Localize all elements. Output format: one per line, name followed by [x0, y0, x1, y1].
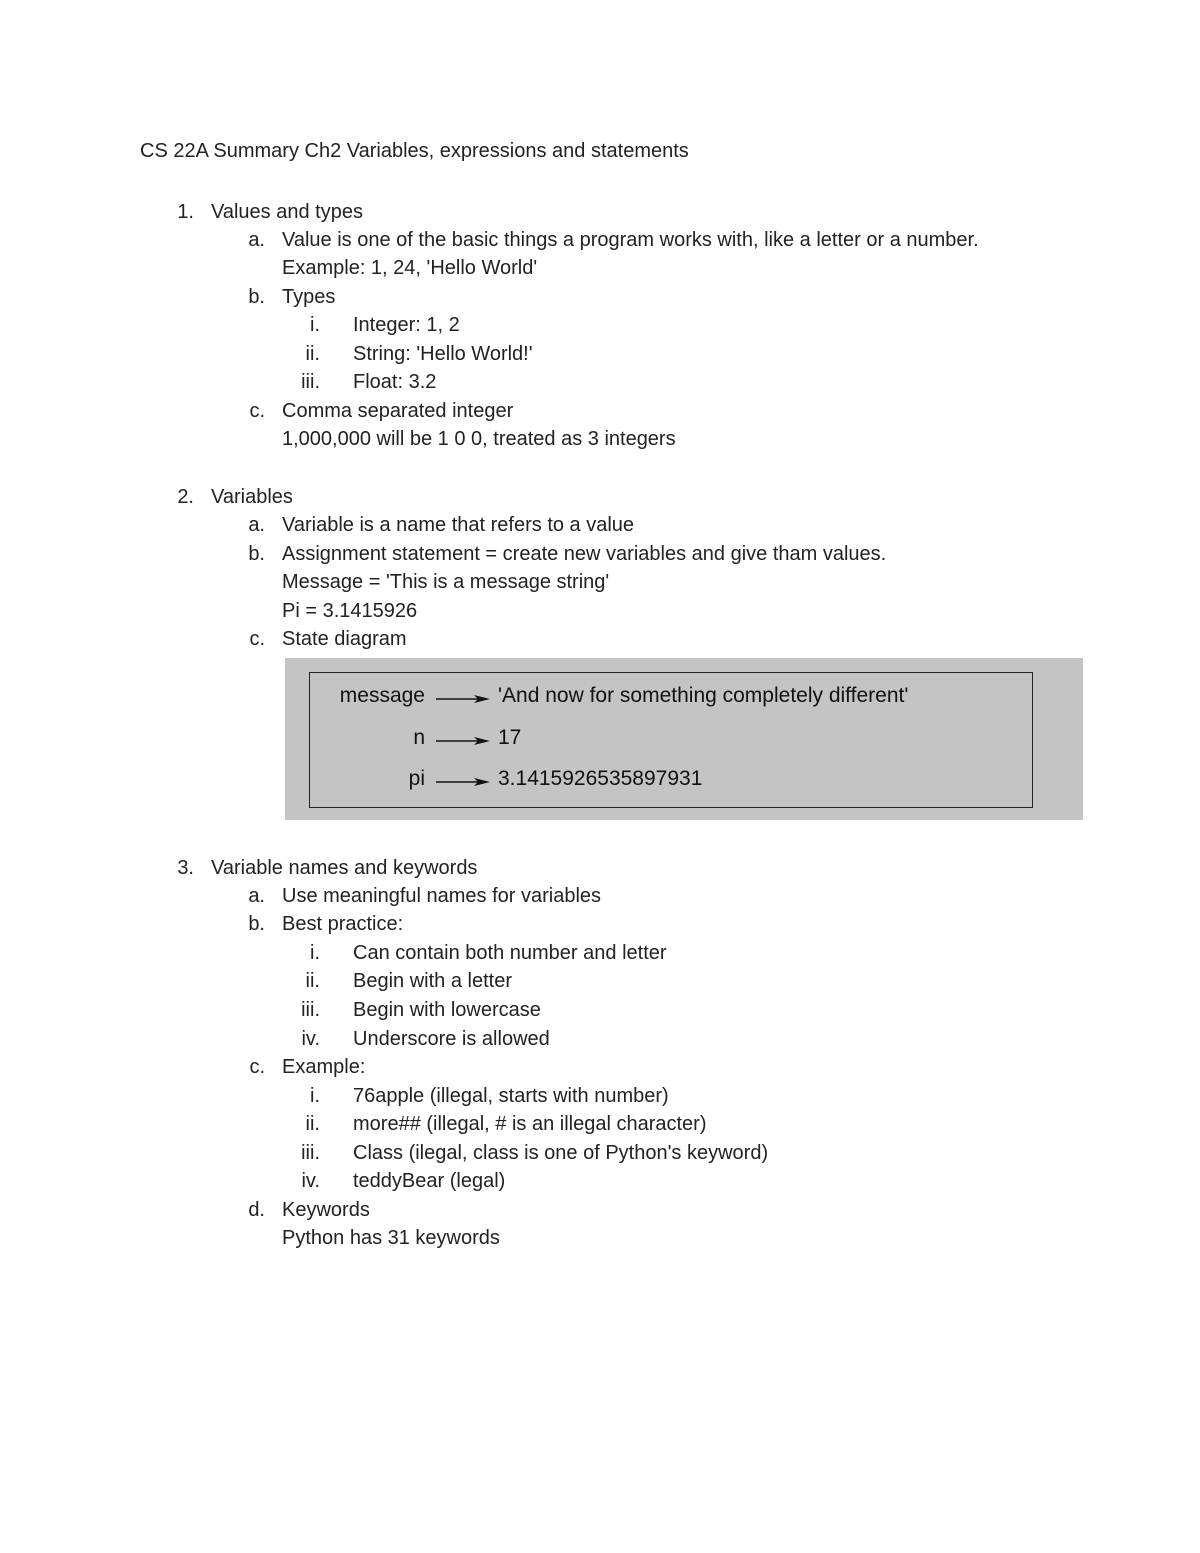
item-3d-marker: d.: [248, 1199, 265, 1221]
section-2-heading: Variables: [211, 486, 293, 508]
item-1c-text: Comma separated integer: [282, 400, 514, 422]
item-3a-marker: a.: [248, 885, 265, 907]
item-2b-line-2: Message = 'This is a message string': [282, 571, 610, 593]
item-3b-iii-marker: iii.: [301, 999, 320, 1021]
item-2a-marker: a.: [248, 514, 265, 536]
item-3a-text: Use meaningful names for variables: [282, 885, 602, 907]
variable-value: 17: [498, 726, 522, 749]
state-diagram: [285, 658, 1083, 820]
item-3c-i-marker: i.: [310, 1085, 320, 1107]
item-3c-ii-marker: ii.: [305, 1113, 320, 1135]
item-3c-iii-text: Class (ilegal, class is one of Python's keyword): [353, 1142, 769, 1164]
item-3d-text: Keywords: [282, 1199, 370, 1221]
item-1b-marker: b.: [248, 286, 265, 308]
item-1c-marker: c.: [249, 400, 265, 422]
arrow-icon: [436, 737, 490, 745]
item-3b-ii-text: Begin with a letter: [353, 970, 512, 992]
item-3c-i-text: 76apple (illegal, starts with number): [353, 1085, 669, 1107]
item-3b-iv-marker: iv.: [301, 1028, 320, 1050]
item-2c-marker: c.: [249, 628, 265, 650]
item-1a-marker: a.: [248, 229, 265, 251]
state-diagram-row: [310, 684, 1032, 712]
item-1c-detail: 1,000,000 will be 1 0 0, treated as 3 integers: [282, 428, 676, 450]
state-diagram-row: [310, 726, 1032, 754]
item-1a-text: Value is one of the basic things a program works with, like a letter or a number.: [282, 229, 979, 251]
state-diagram-frame: [309, 672, 1033, 808]
arrow-icon: [436, 695, 490, 703]
section-1-heading: Values and types: [211, 201, 363, 223]
item-3b-i-text: Can contain both number and letter: [353, 942, 667, 964]
item-2b-marker: b.: [248, 543, 265, 565]
page-title: CS 22A Summary Ch2 Variables, expressions and statements: [140, 140, 689, 162]
item-1b-iii-text: Float: 3.2: [353, 371, 437, 393]
section-1-marker: 1.: [177, 201, 194, 223]
item-3b-iv-text: Underscore is allowed: [353, 1028, 550, 1050]
item-1b-i-marker: i.: [310, 314, 320, 336]
item-2b-line-3: Pi = 3.1415926: [282, 600, 418, 622]
item-2a-text: Variable is a name that refers to a value: [282, 514, 635, 536]
section-3-marker: 3.: [177, 857, 194, 879]
arrow-icon: [436, 778, 490, 786]
variable-value: 3.141592653589793​1: [498, 767, 703, 790]
item-3b-ii-marker: ii.: [305, 970, 320, 992]
item-3b-iii-text: Begin with lowercase: [353, 999, 541, 1021]
section-3-heading: Variable names and keywords: [211, 857, 478, 879]
state-diagram-row: [310, 767, 1032, 795]
item-1a-example: Example: 1, 24, 'Hello World': [282, 257, 538, 279]
item-3c-iv-marker: iv.: [301, 1170, 320, 1192]
item-3d-detail: Python has 31 keywords: [282, 1227, 500, 1249]
variable-value: 'And now for something completely different': [498, 684, 909, 707]
item-3b-i-marker: i.: [310, 942, 320, 964]
item-1b-text: Types: [282, 286, 336, 308]
item-3c-iv-text: teddyBear (legal): [353, 1170, 506, 1192]
variable-name: n: [413, 726, 425, 749]
item-2b-text: Assignment statement = create new variables and give tham values.: [282, 543, 887, 565]
variable-name: message: [339, 684, 425, 707]
item-3c-iii-marker: iii.: [301, 1142, 320, 1164]
item-3c-text: Example:: [282, 1056, 366, 1078]
item-3b-marker: b.: [248, 913, 265, 935]
item-1b-iii-marker: iii.: [301, 371, 320, 393]
variable-name: pi: [408, 767, 425, 790]
item-3c-ii-text: more## (illegal, # is an illegal character): [353, 1113, 707, 1135]
item-1b-ii-marker: ii.: [305, 343, 320, 365]
section-2-marker: 2.: [177, 486, 194, 508]
item-2c-text: State diagram: [282, 628, 407, 650]
item-3c-marker: c.: [249, 1056, 265, 1078]
item-3b-text: Best practice:: [282, 913, 404, 935]
item-1b-i-text: Integer: 1, 2: [353, 314, 460, 336]
item-1b-ii-text: String: 'Hello World!': [353, 343, 533, 365]
